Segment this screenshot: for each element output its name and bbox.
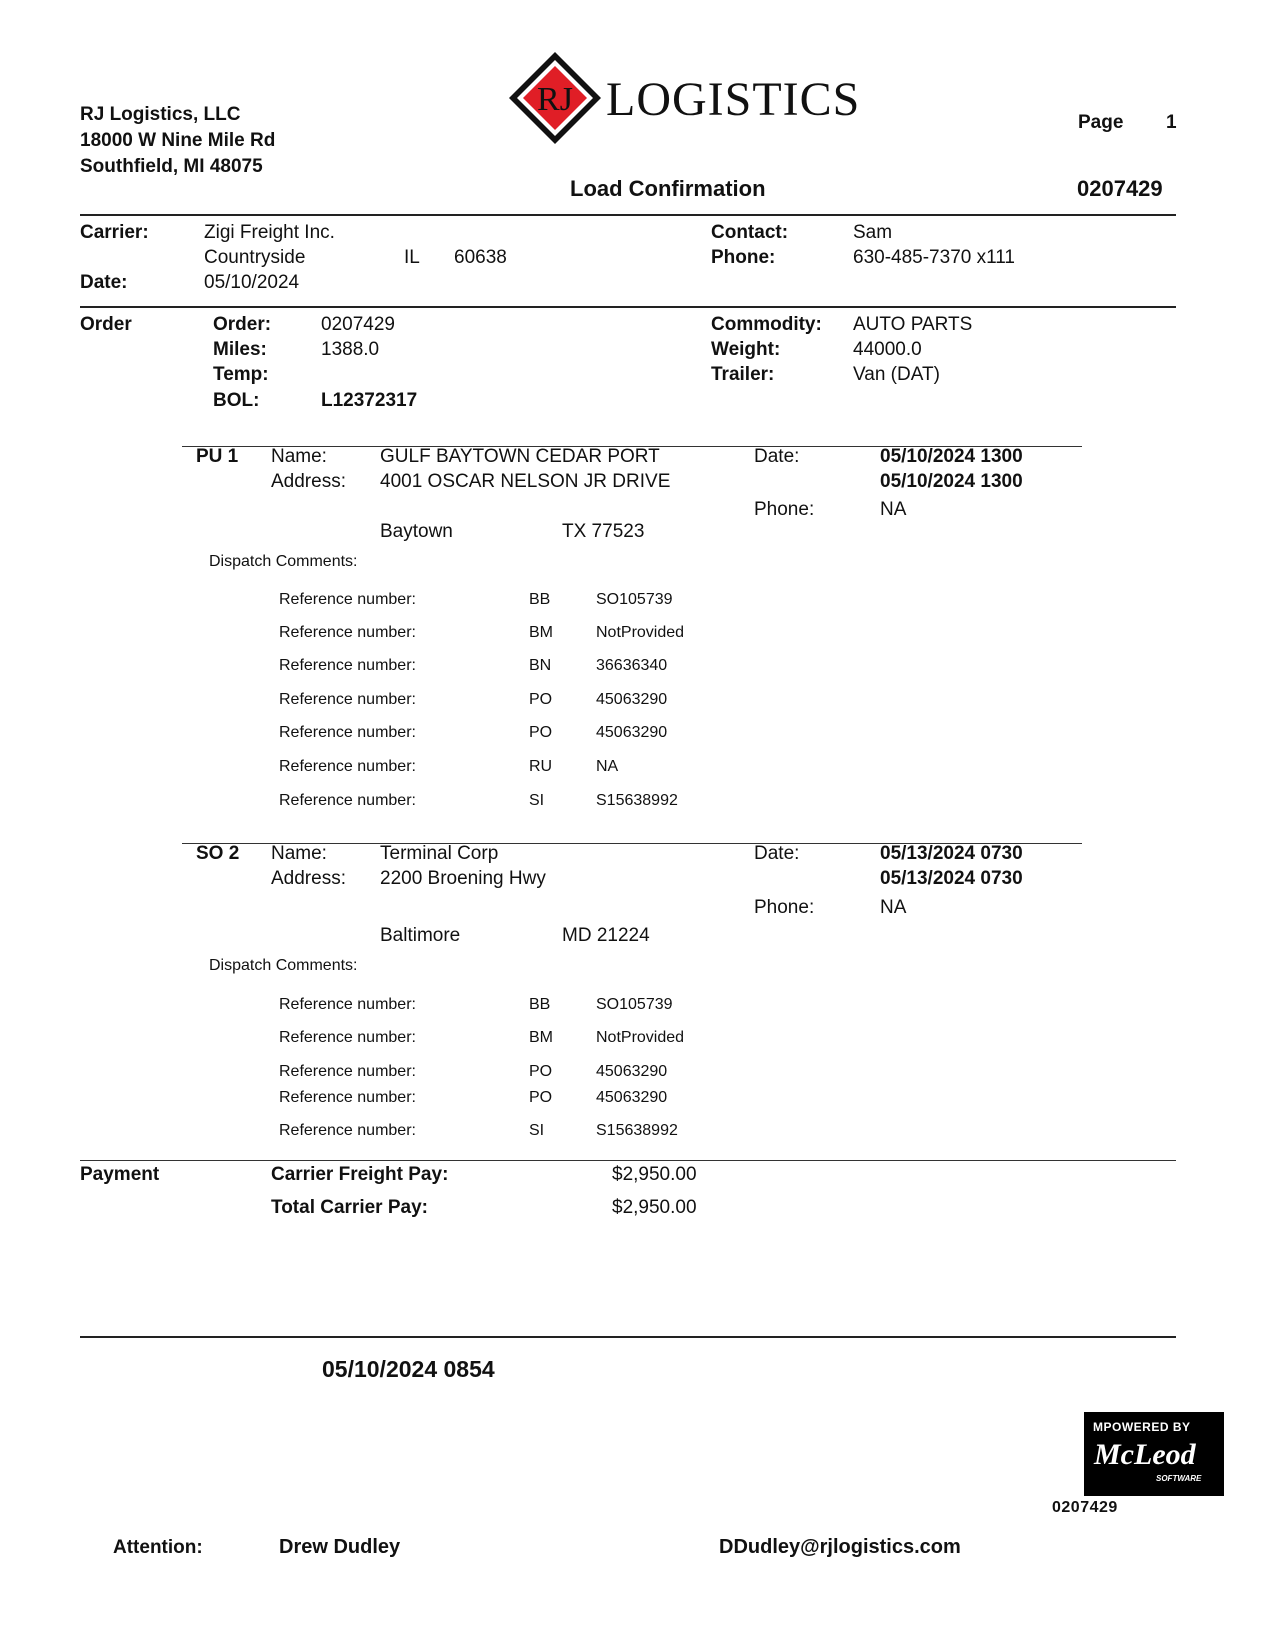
reference-type: PO bbox=[529, 1089, 553, 1106]
reference-label: Reference number: bbox=[279, 996, 416, 1013]
total-pay-label: Total Carrier Pay: bbox=[271, 1197, 428, 1218]
divider bbox=[80, 1336, 1176, 1338]
reference-value: 45063290 bbox=[596, 691, 668, 708]
contact-value: Sam bbox=[853, 222, 893, 243]
stop2-phone: NA bbox=[880, 897, 907, 918]
reference-type: PO bbox=[529, 724, 553, 741]
reference-type: SI bbox=[529, 792, 545, 809]
carrier-zip: 60638 bbox=[454, 247, 507, 268]
logo-initials: RJ bbox=[537, 81, 573, 118]
divider bbox=[80, 306, 1176, 308]
bol-value: L12372317 bbox=[321, 390, 418, 411]
payment-section-label: Payment bbox=[80, 1164, 160, 1185]
page-number: 1 bbox=[1166, 112, 1177, 133]
reference-type: BB bbox=[529, 996, 551, 1013]
reference-type: BM bbox=[529, 1029, 553, 1046]
reference-value: 45063290 bbox=[596, 724, 668, 741]
stop1-state-zip: TX 77523 bbox=[562, 521, 645, 542]
stop1-city: Baytown bbox=[380, 521, 453, 542]
reference-value: 45063290 bbox=[596, 1089, 668, 1106]
order-value: 0207429 bbox=[321, 314, 395, 335]
stop1-name: GULF BAYTOWN CEDAR PORT bbox=[380, 446, 660, 467]
weight-label: Weight: bbox=[711, 339, 781, 360]
stop1-address: 4001 OSCAR NELSON JR DRIVE bbox=[380, 471, 671, 492]
company-address-line1: 18000 W Nine Mile Rd bbox=[80, 130, 276, 151]
trailer-value: Van (DAT) bbox=[853, 364, 940, 385]
weight-value: 44000.0 bbox=[853, 339, 922, 360]
phone-label: Phone: bbox=[711, 247, 776, 268]
reference-label: Reference number: bbox=[279, 1089, 416, 1106]
stop2-name-label: Name: bbox=[271, 843, 327, 864]
reference-label: Reference number: bbox=[279, 657, 416, 674]
mcleod-top-text: MPOWERED BY bbox=[1093, 1420, 1191, 1434]
stop1-date-label: Date: bbox=[754, 446, 800, 467]
stop2-state-zip: MD 21224 bbox=[562, 925, 650, 946]
reference-value: 45063290 bbox=[596, 1063, 668, 1080]
divider bbox=[80, 214, 1176, 216]
stop1-code: PU 1 bbox=[196, 446, 239, 467]
reference-type: SI bbox=[529, 1122, 545, 1139]
company-address-line2: Southfield, MI 48075 bbox=[80, 156, 263, 177]
carrier-date-label: Date: bbox=[80, 272, 128, 293]
page-label: Page bbox=[1078, 112, 1124, 133]
stop2-address: 2200 Broening Hwy bbox=[380, 868, 546, 889]
stop1-address-label: Address: bbox=[271, 471, 346, 492]
reference-label: Reference number: bbox=[279, 1063, 416, 1080]
footer-code: 0207429 bbox=[1052, 1499, 1118, 1516]
stop2-code: SO 2 bbox=[196, 843, 240, 864]
mcleod-sub-text: SOFTWARE bbox=[1156, 1474, 1202, 1483]
reference-value: SO105739 bbox=[596, 591, 673, 608]
reference-type: BB bbox=[529, 591, 551, 608]
stop2-city: Baltimore bbox=[380, 925, 461, 946]
carrier-label: Carrier: bbox=[80, 222, 149, 243]
doc-number: 0207429 bbox=[1077, 176, 1163, 201]
stop1-date2: 05/10/2024 1300 bbox=[880, 471, 1023, 492]
attention-email: DDudley@rjlogistics.com bbox=[719, 1536, 961, 1558]
phone-value: 630-485-7370 x111 bbox=[853, 247, 1015, 268]
company-name: RJ Logistics, LLC bbox=[80, 104, 241, 125]
reference-value: NA bbox=[596, 758, 619, 775]
reference-label: Reference number: bbox=[279, 792, 416, 809]
miles-label: Miles: bbox=[213, 339, 267, 360]
reference-value: NotProvided bbox=[596, 624, 685, 641]
temp-label: Temp: bbox=[213, 364, 269, 385]
commodity-label: Commodity: bbox=[711, 314, 822, 335]
stop2-address-label: Address: bbox=[271, 868, 346, 889]
reference-label: Reference number: bbox=[279, 1029, 416, 1046]
reference-type: PO bbox=[529, 1063, 553, 1080]
attention-name: Drew Dudley bbox=[279, 1536, 401, 1558]
carrier-name: Zigi Freight Inc. bbox=[204, 222, 335, 243]
stop1-name-label: Name: bbox=[271, 446, 327, 467]
stop2-date-label: Date: bbox=[754, 843, 800, 864]
carrier-city: Countryside bbox=[204, 247, 306, 268]
order-label: Order: bbox=[213, 314, 272, 335]
print-timestamp: 05/10/2024 0854 bbox=[322, 1356, 495, 1382]
mcleod-software-badge bbox=[1084, 1412, 1224, 1496]
reference-value: 36636340 bbox=[596, 657, 668, 674]
stop2-phone-label: Phone: bbox=[754, 897, 815, 918]
mcleod-brand-text: McLeod bbox=[1094, 1438, 1196, 1471]
stop2-date1: 05/13/2024 0730 bbox=[880, 843, 1023, 864]
reference-value: S15638992 bbox=[596, 792, 678, 809]
reference-label: Reference number: bbox=[279, 691, 416, 708]
trailer-label: Trailer: bbox=[711, 364, 775, 385]
logo-text: LOGISTICS bbox=[606, 73, 861, 126]
bol-label: BOL: bbox=[213, 390, 260, 411]
stop1-phone-label: Phone: bbox=[754, 499, 815, 520]
commodity-value: AUTO PARTS bbox=[853, 314, 973, 335]
contact-label: Contact: bbox=[711, 222, 789, 243]
stop1-dispatch-label: Dispatch Comments: bbox=[209, 553, 358, 570]
stop2-dispatch-label: Dispatch Comments: bbox=[209, 957, 358, 974]
reference-type: RU bbox=[529, 758, 553, 775]
reference-label: Reference number: bbox=[279, 624, 416, 641]
order-section-label: Order bbox=[80, 314, 132, 335]
total-pay-value: $2,950.00 bbox=[612, 1197, 697, 1218]
reference-value: S15638992 bbox=[596, 1122, 678, 1139]
stop2-date2: 05/13/2024 0730 bbox=[880, 868, 1023, 889]
stop1-phone: NA bbox=[880, 499, 907, 520]
reference-label: Reference number: bbox=[279, 724, 416, 741]
reference-type: PO bbox=[529, 691, 553, 708]
doc-title: Load Confirmation bbox=[570, 176, 766, 201]
carrier-state: IL bbox=[404, 247, 420, 268]
reference-type: BN bbox=[529, 657, 552, 674]
reference-label: Reference number: bbox=[279, 758, 416, 775]
reference-type: BM bbox=[529, 624, 553, 641]
freight-pay-label: Carrier Freight Pay: bbox=[271, 1164, 449, 1185]
reference-label: Reference number: bbox=[279, 591, 416, 608]
divider bbox=[80, 1160, 1176, 1161]
carrier-date: 05/10/2024 bbox=[204, 272, 300, 293]
stop2-name: Terminal Corp bbox=[380, 843, 499, 864]
stop1-date1: 05/10/2024 1300 bbox=[880, 446, 1023, 467]
freight-pay-value: $2,950.00 bbox=[612, 1164, 697, 1185]
reference-value: NotProvided bbox=[596, 1029, 685, 1046]
reference-label: Reference number: bbox=[279, 1122, 416, 1139]
reference-value: SO105739 bbox=[596, 996, 673, 1013]
attention-label: Attention: bbox=[113, 1537, 203, 1558]
miles-value: 1388.0 bbox=[321, 339, 380, 360]
rj-logo-diamond bbox=[507, 50, 603, 146]
